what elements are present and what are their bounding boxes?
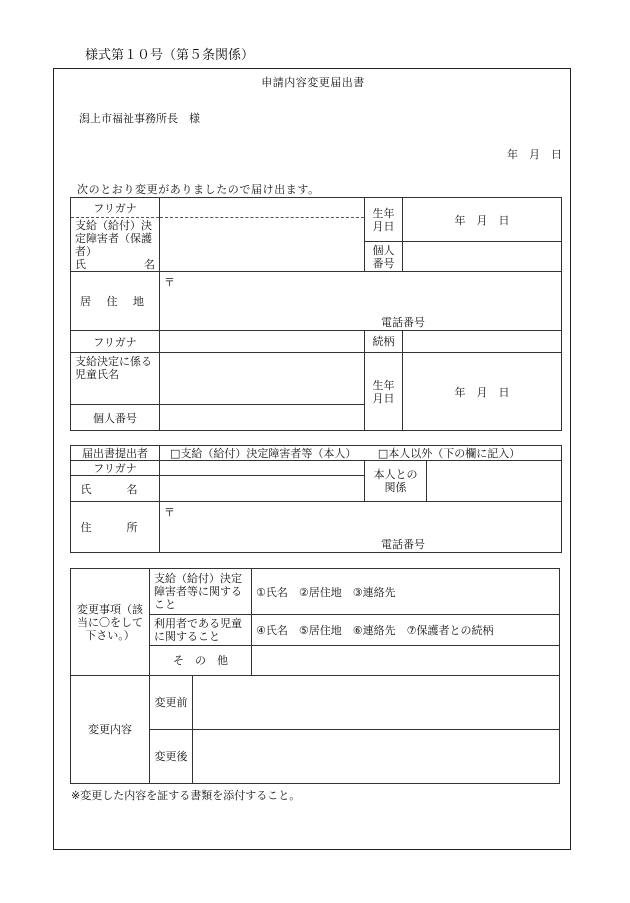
child-furigana-label: フリガナ bbox=[71, 331, 160, 353]
submitter-relation-label: 本人との関係 bbox=[365, 461, 427, 502]
submitter-postal-mark: 〒 bbox=[164, 506, 175, 519]
submitter-name-label: 氏 名 bbox=[71, 476, 160, 502]
submitter-address-label: 住 所 bbox=[71, 502, 160, 553]
address-input[interactable] bbox=[160, 272, 562, 331]
submitter-furigana-label: フリガナ bbox=[71, 461, 160, 476]
child-personal-no-input[interactable] bbox=[160, 405, 365, 431]
name-suffix-b: 名 bbox=[144, 257, 155, 271]
submitter-address-input[interactable] bbox=[160, 502, 562, 553]
personal-no-input[interactable] bbox=[403, 242, 562, 272]
furigana-input[interactable] bbox=[160, 198, 365, 218]
child-birth-label: 生年月日 bbox=[365, 353, 403, 431]
form-title: 申請内容変更届出書 bbox=[261, 76, 365, 89]
addressee: 潟上市福祉事務所長 様 bbox=[79, 112, 200, 125]
change-row2-options[interactable]: ④氏名 ⑤居住地 ⑥連絡先 ⑦保護者との続柄 bbox=[252, 615, 560, 646]
before-input[interactable] bbox=[193, 676, 560, 730]
submitter-relation-input[interactable] bbox=[427, 461, 562, 502]
after-label: 変更後 bbox=[150, 730, 193, 784]
name-suffix-a: 氏 bbox=[75, 257, 86, 271]
form-frame bbox=[53, 68, 571, 850]
relation-label: 続柄 bbox=[365, 331, 403, 353]
child-personal-no-label: 個人番号 bbox=[71, 405, 160, 431]
option-other-checkbox[interactable]: □本人以外（下の欄に記入） bbox=[377, 446, 521, 460]
relation-input[interactable] bbox=[403, 331, 562, 353]
child-birth-date-field[interactable]: 年 月 日 bbox=[403, 353, 562, 431]
submitter-name-input[interactable] bbox=[160, 476, 365, 502]
change-row2-label: 利用者である児童に関すること bbox=[150, 615, 252, 646]
address-label: 居 住 地 bbox=[71, 272, 160, 331]
change-row1-options[interactable]: ①氏名 ②居住地 ③連絡先 bbox=[252, 569, 560, 615]
form-number: 様式第１０号（第５条関係） bbox=[85, 48, 255, 63]
child-furigana-input[interactable] bbox=[160, 331, 365, 353]
change-content-label: 変更内容 bbox=[71, 676, 150, 784]
child-name-input[interactable] bbox=[160, 353, 365, 405]
applicant-name-label: 支給（給付）決定障害者（保護者） 氏 名 bbox=[71, 218, 160, 272]
after-input[interactable] bbox=[193, 730, 560, 784]
before-label: 変更前 bbox=[150, 676, 193, 730]
child-name-label: 支給決定に係る児童氏名 bbox=[71, 353, 160, 405]
change-items-label: 変更事項（該当に〇をして下さい。） bbox=[71, 569, 150, 676]
submitter-table bbox=[70, 445, 562, 553]
phone-label: 電話番号 bbox=[381, 316, 425, 329]
postal-mark: 〒 bbox=[164, 276, 175, 289]
birth-date-field[interactable]: 年 月 日 bbox=[403, 198, 562, 242]
submitter-phone-label: 電話番号 bbox=[381, 538, 426, 551]
birth-label: 生年月日 bbox=[365, 198, 403, 242]
submission-date[interactable]: 年 月 日 bbox=[507, 148, 562, 161]
personal-no-label: 個人番号 bbox=[365, 242, 403, 272]
change-row3-input[interactable] bbox=[252, 646, 560, 676]
applicant-name-input[interactable] bbox=[160, 218, 365, 272]
change-row1-label: 支給（給付）決定障害者等に関すること bbox=[150, 569, 252, 615]
applicant-table bbox=[70, 197, 562, 431]
intro-text: 次のとおり変更がありましたので届け出ます。 bbox=[77, 183, 320, 196]
change-table bbox=[70, 568, 560, 784]
footnote: ※変更した内容を証する書類を添付すること。 bbox=[71, 789, 301, 802]
submitter-label: 届出書提出者 bbox=[71, 446, 160, 461]
submitter-furigana-input[interactable] bbox=[160, 461, 365, 476]
furigana-label: フリガナ bbox=[71, 198, 160, 218]
submitter-options bbox=[160, 446, 562, 461]
option-self-checkbox[interactable]: □支給（給付）決定障害者等（本人） bbox=[170, 446, 357, 460]
change-row3-label: そ の 他 bbox=[150, 646, 252, 676]
